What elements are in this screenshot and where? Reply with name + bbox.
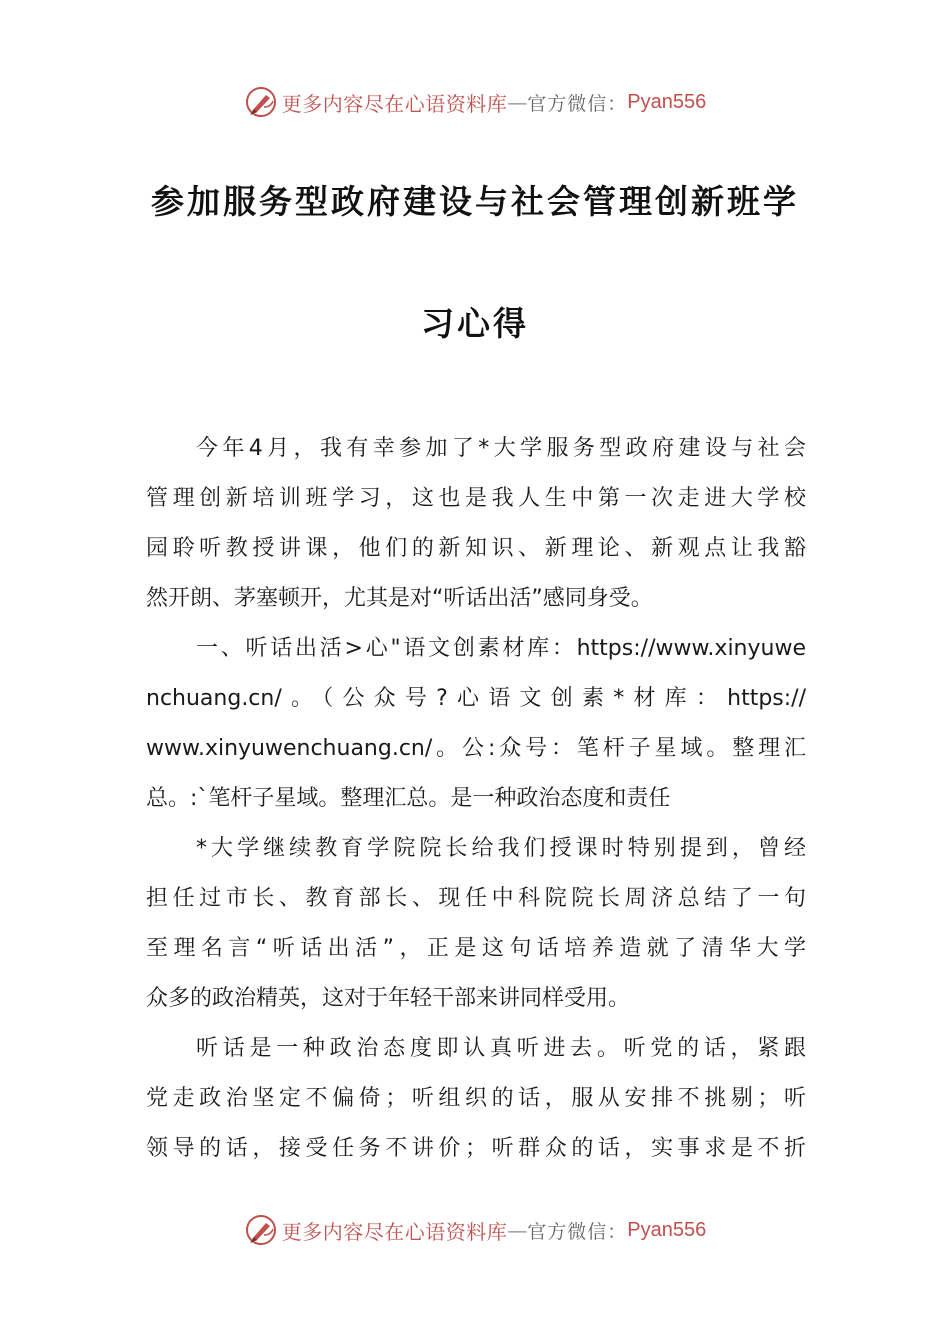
body-line: 众多的政治精英，这对于年轻干部来讲同样受用。 — [146, 986, 631, 1011]
banner-wechat-id: Pyan556 — [627, 1218, 707, 1241]
body-line: 今年4月，我有幸参加了*大学服务型政府建设与社会 — [196, 436, 806, 461]
body-line: 然开朗、茅塞顿开，尤其是对“听话出活”感同身受。 — [146, 586, 653, 611]
body-line: *大学继续教育学院院长给我们授课时特别提到，曾经 — [196, 836, 806, 861]
body-line: 管理创新培训班学习，这也是我人生中第一次走进大学校 — [146, 486, 806, 511]
body-line: 领导的话，接受任务不讲价；听群众的话，实事求是不折 — [146, 1136, 806, 1161]
body-line: 一、听话出活>心"语文创素材库：https://www.xinyuwe — [196, 636, 806, 661]
header-banner — [0, 82, 950, 122]
body-line: www.xinyuwenchuang.cn/。公:众号：笔杆子星域。整理汇 — [146, 736, 806, 761]
body-line: nchuang.cn/。（公众号?心语文创素*材库：https:// — [146, 686, 806, 711]
banner-separator: — — [507, 1218, 528, 1242]
pen-logo-icon — [244, 1213, 278, 1247]
banner-wechat-id: Pyan556 — [627, 90, 707, 113]
banner-subtitle: 官方微信： — [527, 92, 628, 115]
banner-separator: — — [507, 90, 528, 114]
body-line: 担任过市长、教育部长、现任中科院院长周济总结了一句 — [146, 886, 806, 911]
footer-banner — [0, 1210, 950, 1250]
banner-subtitle: 官方微信： — [527, 1220, 628, 1243]
body-line: 至理名言“听话出活”，正是这句话培养造就了清华大学 — [146, 936, 806, 961]
body-line: 党走政治坚定不偏倚；听组织的话，服从安排不挑剔；听 — [146, 1086, 806, 1111]
body-line: 听话是一种政治态度即认真听进去。听党的话，紧跟 — [196, 1036, 806, 1061]
banner-text: 更多内容尽在心语资料库 — [281, 91, 508, 116]
banner-text: 更多内容尽在心语资料库 — [281, 1219, 508, 1244]
body-line: 园聆听教授讲课，他们的新知识、新理论、新观点让我豁 — [146, 536, 806, 561]
title-line-2: 习心得 — [421, 304, 529, 343]
article-body — [146, 424, 806, 1174]
body-line: 总。:`笔杆子星域。整理汇总。是一种政治态度和责任 — [146, 786, 671, 811]
pen-logo-icon — [244, 85, 278, 119]
title-line-1: 参加服务型政府建设与社会管理创新班学 — [151, 182, 799, 221]
